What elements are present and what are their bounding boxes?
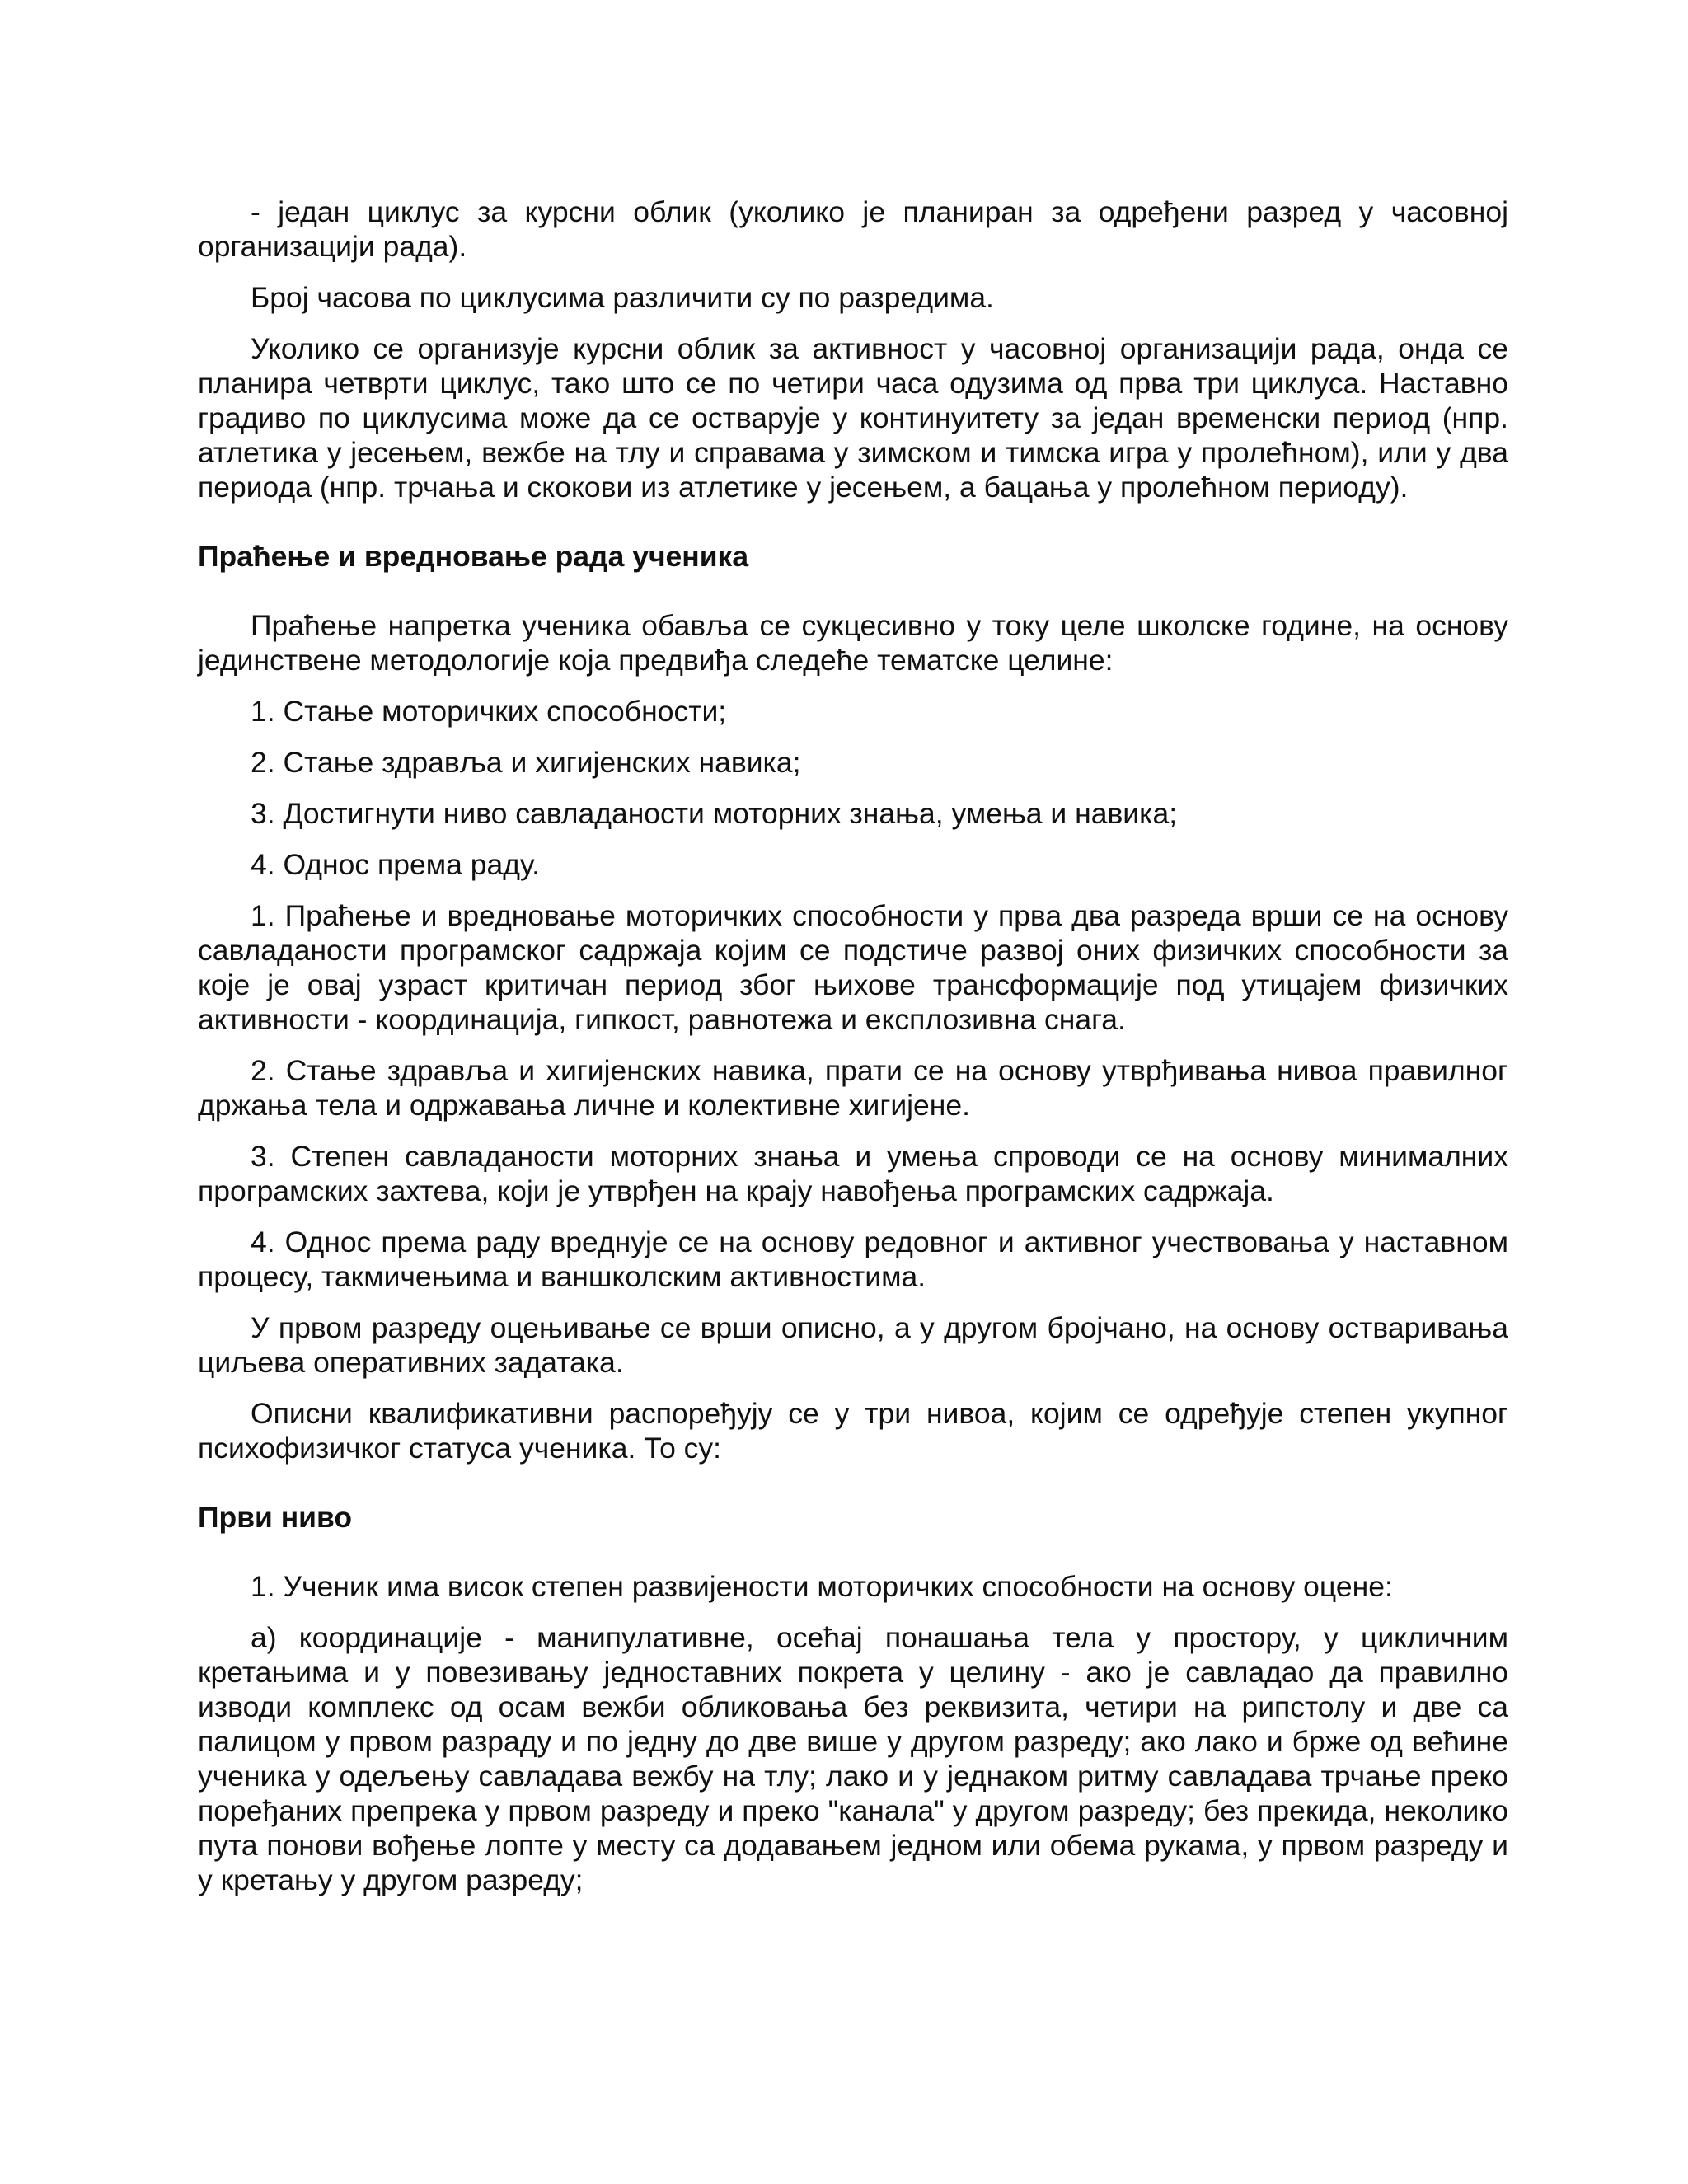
paragraph-attitude-to-work: 4. Однос према раду вреднује се на основу редовног и активног учествовања у наставном процесу, такмичењима и ваншколским активностима.: [198, 1226, 1508, 1293]
paragraph-course-cycle: - један циклус за курсни облик (уколико је планиран за одређени разред у часовној организацији рада).: [198, 195, 1508, 263]
paragraph-descriptive-levels: Описни квалификативни распоређују се у три нивоа, којим се одређује степен укупног психофизичког статуса ученика. То су:: [198, 1397, 1508, 1465]
list-item: 1. Стање моторичких способности;: [251, 695, 727, 728]
paragraph-hours-per-cycle: Број часова по циклусима различити су по разредима.: [251, 281, 994, 314]
paragraph-motor-abilities: 1. Праћење и вредновање моторичких способности у прва два разреда врши се на основу савладаности програмског садржаја којим се подстиче развој оних физичких способности за које је овај узраст критичан период због њихове трансформације под утицајем физичких активности - координација, гипкост, равнотежа и експлозивна снага.: [198, 899, 1508, 1036]
paragraph-health-hygiene: 2. Стање здравља и хигијенских навика, прати се на основу утврђивања нивоа правилног држања тела и одржавања личне и колективне хигијене.: [198, 1054, 1508, 1122]
paragraph-fourth-cycle: Уколико се организује курсни облик за активност у часовној организацији рада, онда се планира четврти циклус, тако што се по четири часа одузима од прва три циклуса. Наставно градиво по циклусима може да се остварује у континуитету за један временски период (нпр. атлетика у јесењем, вежбе на тлу и справама у зимском и тимска игра у пролећном), или у два периода (нпр. трчања и скокови из атлетике у јесењем, а бацања у пролећном периоду).: [198, 332, 1508, 504]
list-item: 4. Однос према раду.: [251, 848, 540, 881]
paragraph-first-level-item: 1. Ученик има висок степен развијености моторичких способности на основу оцене:: [251, 1570, 1393, 1603]
document-page: [198, 194, 1508, 1914]
paragraph-assessment-intro: Праћење напретка ученика обавља се сукцесивно у току целе школске године, на основу јединствене методологије која предвиђа следеће тематске целине:: [198, 609, 1508, 677]
list-item: 2. Стање здравља и хигијенских навика;: [251, 746, 801, 779]
paragraph-grading: У првом разреду оцењивање се врши описно, а у другом бројчано, на основу остваривања циљева оперативних задатака.: [198, 1311, 1508, 1379]
paragraph-coordination: а) координације - манипулативне, осећај понашања тела у простору, у цикличним кретањима и у повезивању једноставних покрета у целину - ако је савладао да правилно изводи комплекс од осам вежби обликовања без реквизита, четири на рипстолу и две са палицом у првом разраду и по једну до две више у другом разреду; ако лако и брже од већине ученика у одељењу савладава вежбу на тлу; лако и у једнаком ритму савладава трчање преко поређаних препрека у првом разреду и преко "канала" у другом разреду; без прекида, неколико пута понови вођење лопте у месту са додавањем једном или обема рукама, у првом разреду и у кретању у другом разреду;: [198, 1621, 1508, 1896]
section-heading-assessment: Праћење и вредновање рада ученика: [198, 540, 749, 573]
paragraph-motor-knowledge: 3. Степен савладаности моторних знања и умења спроводи се на основу минималних програмских захтева, који је утврђен на крају навођења програмских садржаја.: [198, 1140, 1508, 1207]
section-heading-first-level: Први ниво: [198, 1501, 353, 1534]
list-item: 3. Достигнути ниво савладаности моторних знања, умења и навика;: [251, 797, 1178, 830]
